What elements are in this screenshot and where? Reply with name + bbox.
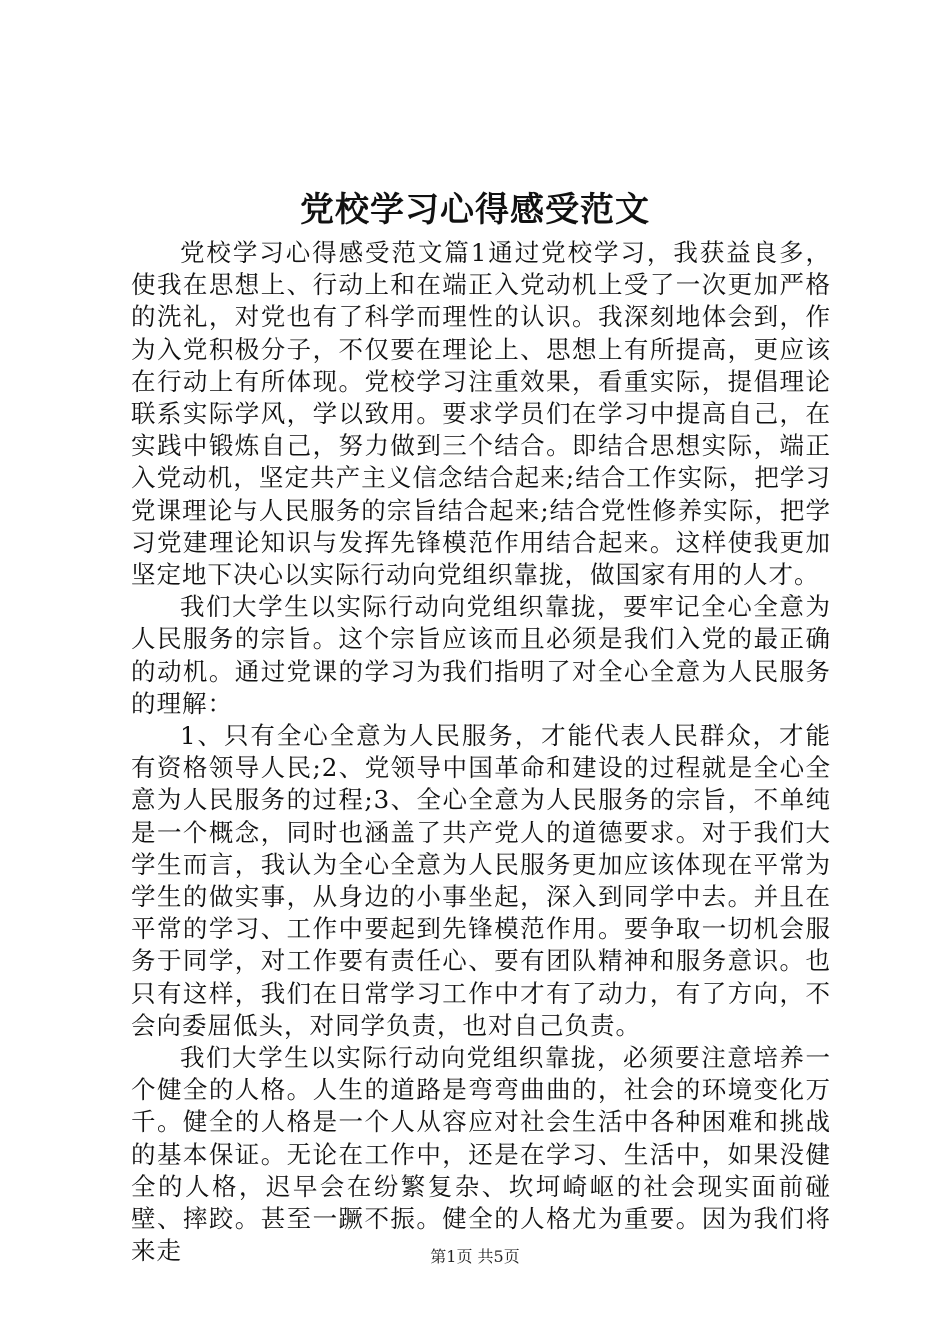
paragraph-1: 党校学习心得感受范文篇1通过党校学习，我获益良多，使我在思想上、行动上和在端正入党动机上受了一次更加严格的洗礼，对党也有了科学而理性的认识。我深刻地体会到，作为入党积极分子，不仅要在理论上、思想上有所提高，更应该在行动上有所体现。党校学习注重效果，看重实际，提倡理论联系实际学风，学以致用。要求学员们在学习中提高自己，在实践中锻炼自己，努力做到三个结合。即结合思想实际，端正入党动机，坚定共产主义信念结合起来;结合工作实际，把学习党课理论与人民服务的宗旨结合起来;结合党性修养实际，把学习党建理论知识与发挥先锋模范作用结合起来。这样使我更加坚定地下决心以实际行动向党组织靠拢，做国家有用的人才。 (131, 238, 831, 590)
document-body (131, 237, 831, 1268)
paragraph-4: 我们大学生以实际行动向党组织靠拢，必须要注意培养一个健全的人格。人生的道路是弯弯曲曲的，社会的环境变化万千。健全的人格是一个人从容应对社会生活中各种困难和挑战的基本保证。无论在工作中，还是在学习、生活中，如果没健全的人格，迟早会在纷繁复杂、坎坷崎岖的社会现实面前碰壁、摔跤。甚至一蹶不振。健全的人格尤为重要。因为我们将来走 (131, 1043, 831, 1266)
paragraph-3: 1、只有全心全意为人民服务，才能代表人民群众，才能有资格领导人民;2、党领导中国革命和建设的过程就是全心全意为人民服务的过程;3、全心全意为人民服务的宗旨，不单纯是一个概念，同时也涵盖了共产党人的道德要求。对于我们大学生而言，我认为全心全意为人民服务更加应该体现在平常为学生的做实事，从身边的小事坐起，深入到同学中去。并且在平常的学习、工作中要起到先锋模范作用。要争取一切机会服务于同学，对工作要有责任心、要有团队精神和服务意识。也只有这样，我们在日常学习工作中才有了动力，有了方向，不会向委屈低头，对同学负责，也对自己负责。 (131, 721, 831, 1040)
document-title: 党校学习心得感受范文 (300, 190, 650, 230)
paragraph-2: 我们大学生以实际行动向党组织靠拢，要牢记全心全意为人民服务的宗旨。这个宗旨应该而且必须是我们入党的最正确的动机。通过党课的学习为我们指明了对全心全意为人民服务的理解： (131, 592, 831, 718)
page-footer: 第1页 共5页 (430, 1247, 520, 1266)
